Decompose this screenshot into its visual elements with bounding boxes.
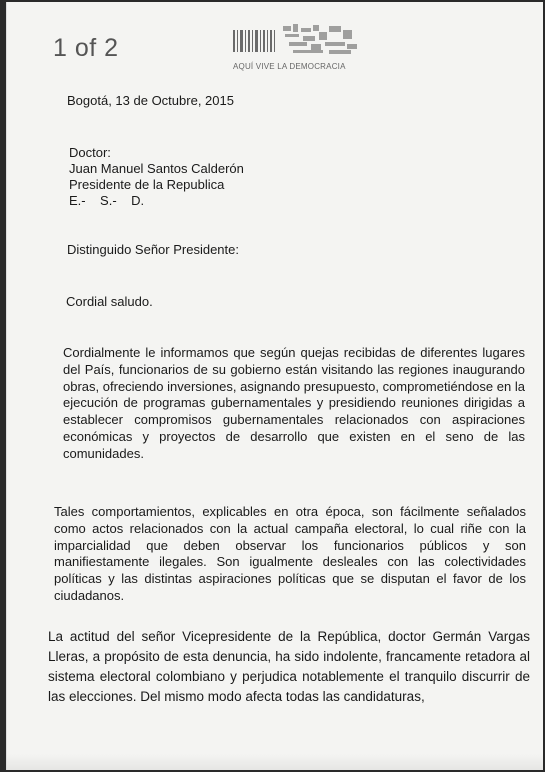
- institutional-stamp: [223, 16, 383, 80]
- recipient-abbrev: E.- S.- D.: [69, 193, 145, 208]
- paragraph-2: Tales comportamientos, explicables en otra época, son fácilmente señalados como actos relacionados con la actual campaña electoral, lo cual riñe con la imparcialidad que deben observar los funcionarios públicos y son manifiestamente ilegales. Son igualmente desleales con las colectividades políticas y las distintas aspiraciones políticas que se disputan el favor de los ciudadanos.: [54, 504, 526, 603]
- page-counter: 1 of 2: [53, 34, 119, 62]
- stamp-caption: AQUÍ VIVE LA DEMOCRACIA: [233, 62, 346, 71]
- salutation: Distinguido Señor Presidente:: [67, 242, 239, 257]
- recipient-title: Doctor:: [69, 145, 111, 160]
- greeting: Cordial saludo.: [66, 294, 153, 309]
- page-bottom-shadow: [7, 754, 543, 770]
- recipient-position: Presidente de la Republica: [69, 177, 225, 192]
- recipient-name: Juan Manuel Santos Calderón: [69, 161, 244, 176]
- date-line: Bogotá, 13 de Octubre, 2015: [67, 93, 234, 108]
- letter-page: [6, 2, 543, 770]
- paragraph-3: La actitud del señor Vicepresidente de la República, doctor Germán Vargas Lleras, a propósito de esta denuncia, ha sido indolente, francamente retadora al sistema electoral colombiano y perjudica notablemente el tranquilo discurrir de las elecciones. Del mismo modo afecta todas las candidaturas,: [48, 629, 530, 704]
- paragraph-1: Cordialmente le informamos que según quejas recibidas de diferentes lugares del País, funcionarios de su gobierno están visitando las regiones inaugurando obras, ofreciendo inversiones, asignando presupuesto, comprometiéndose en la ejecución de programas gubernamentales y presidiendo reuniones dirigidas a establecer compromisos gubernamentales relacionados con aspiraciones económicas y proyectos de desarrollo que existen en el seno de las comunidades.: [63, 345, 525, 461]
- barcode-icon: [233, 22, 373, 60]
